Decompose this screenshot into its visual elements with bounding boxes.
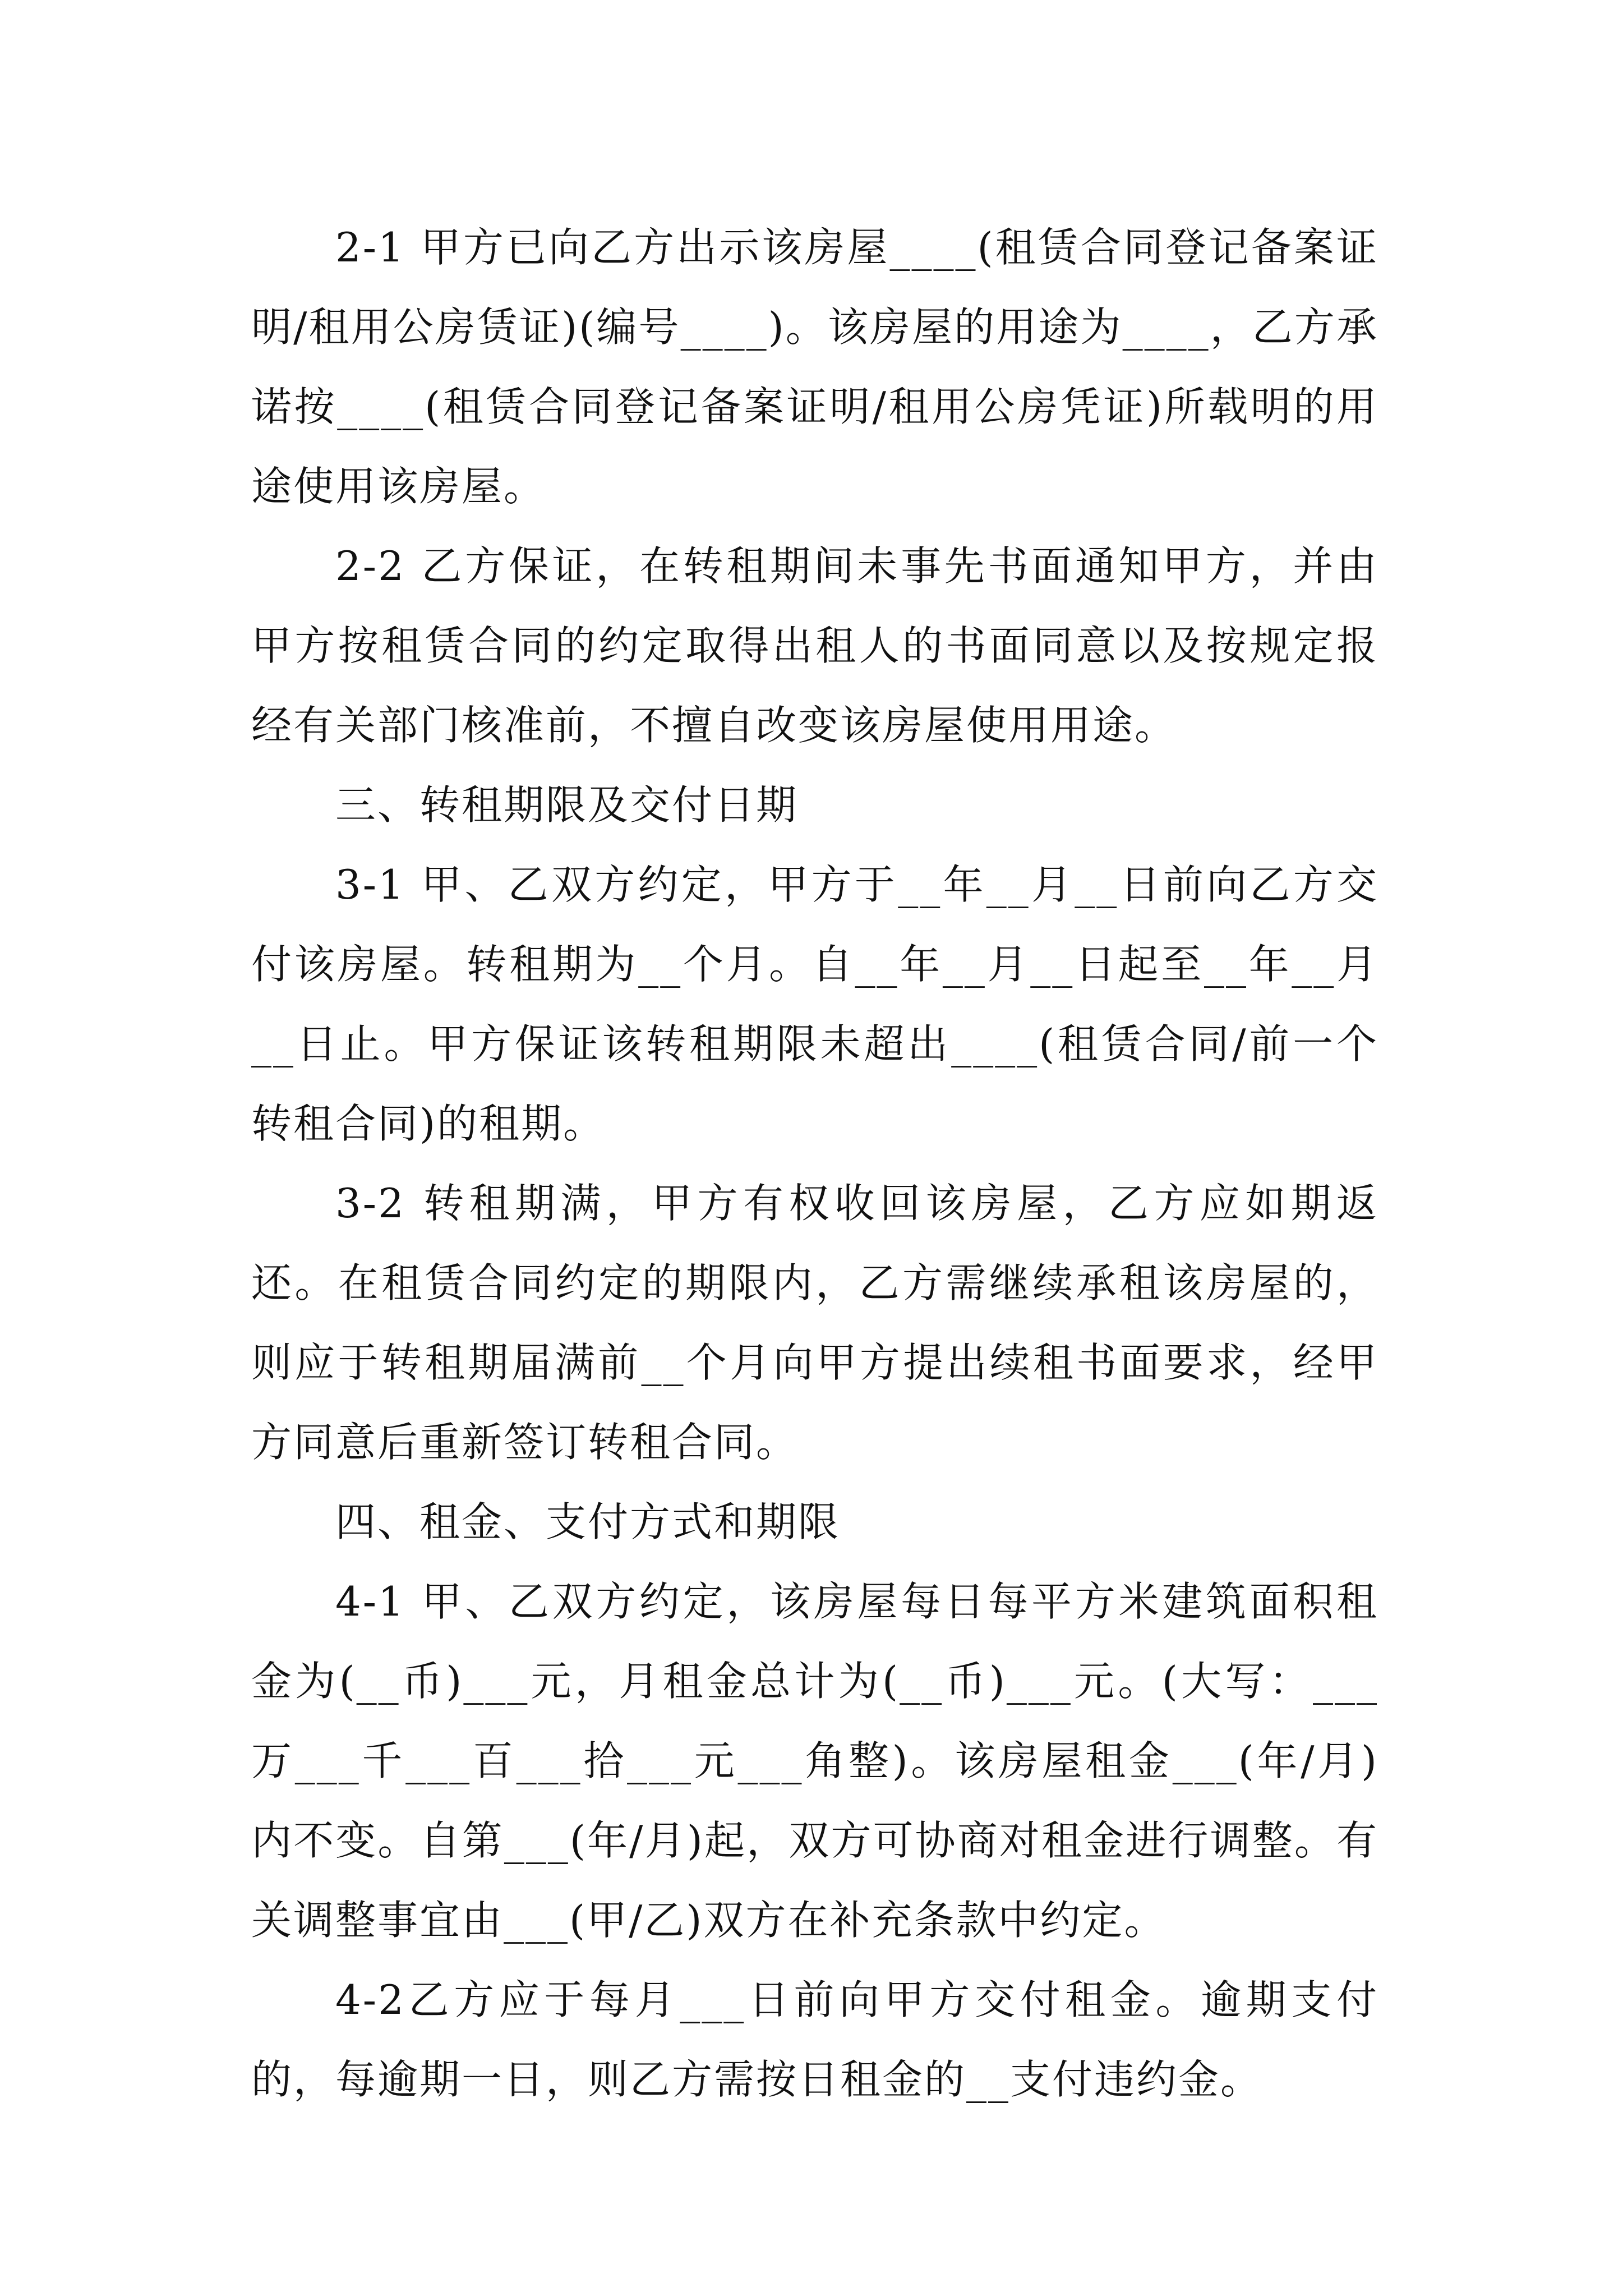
clause-3-2: 3-2 转租期满，甲方有权收回该房屋，乙方应如期返还。在租赁合同约定的期限内，乙方需继续承租该房屋的，则应于转租期届满前__个月向甲方提出续租书面要求，经甲方同意后重新签订转租合同。 <box>251 1180 1378 1466</box>
section-heading-3: 三、转租期限及交付日期 <box>335 781 799 829</box>
clause-2-2: 2-2 乙方保证，在转租期间未事先书面通知甲方，并由甲方按租赁合同的约定取得出租人的书面同意以及按规定报经有关部门核准前，不擅自改变该房屋使用用途。 <box>251 542 1378 749</box>
contract-body <box>251 208 1378 2119</box>
clause-4-2: 4-2乙方应于每月___日前向甲方交付租金。逾期支付的，每逾期一日，则乙方需按日租金的__支付违约金。 <box>251 1976 1378 2103</box>
section-heading-4: 四、租金、支付方式和期限 <box>335 1498 841 1545</box>
clause-4-1: 4-1 甲、乙双方约定，该房屋每日每平方米建筑面积租金为(__币)___元，月租金总计为(__币)___元。(大写：___万___千___百___拾___元___角整)。该房屋租金___(年/月)内不变。自第___(年/月)起，双方可协商对租金进行调整。有关调整事宜由___(甲/乙)双方在补充条款中约定。 <box>251 1578 1378 1944</box>
clause-2-1: 2-1 甲方已向乙方出示该房屋____(租赁合同登记备案证明/租用公房赁证)(编号____)。该房屋的用途为____，乙方承诺按____(租赁合同登记备案证明/租用公房凭证)所载明的用途使用该房屋。 <box>251 224 1378 510</box>
clause-3-1: 3-1 甲、乙双方约定，甲方于__年__月__日前向乙方交付该房屋。转租期为__个月。自__年__月__日起至__年__月__日止。甲方保证该转租期限未超出____(租赁合同/前一个转租合同)的租期。 <box>251 861 1378 1147</box>
